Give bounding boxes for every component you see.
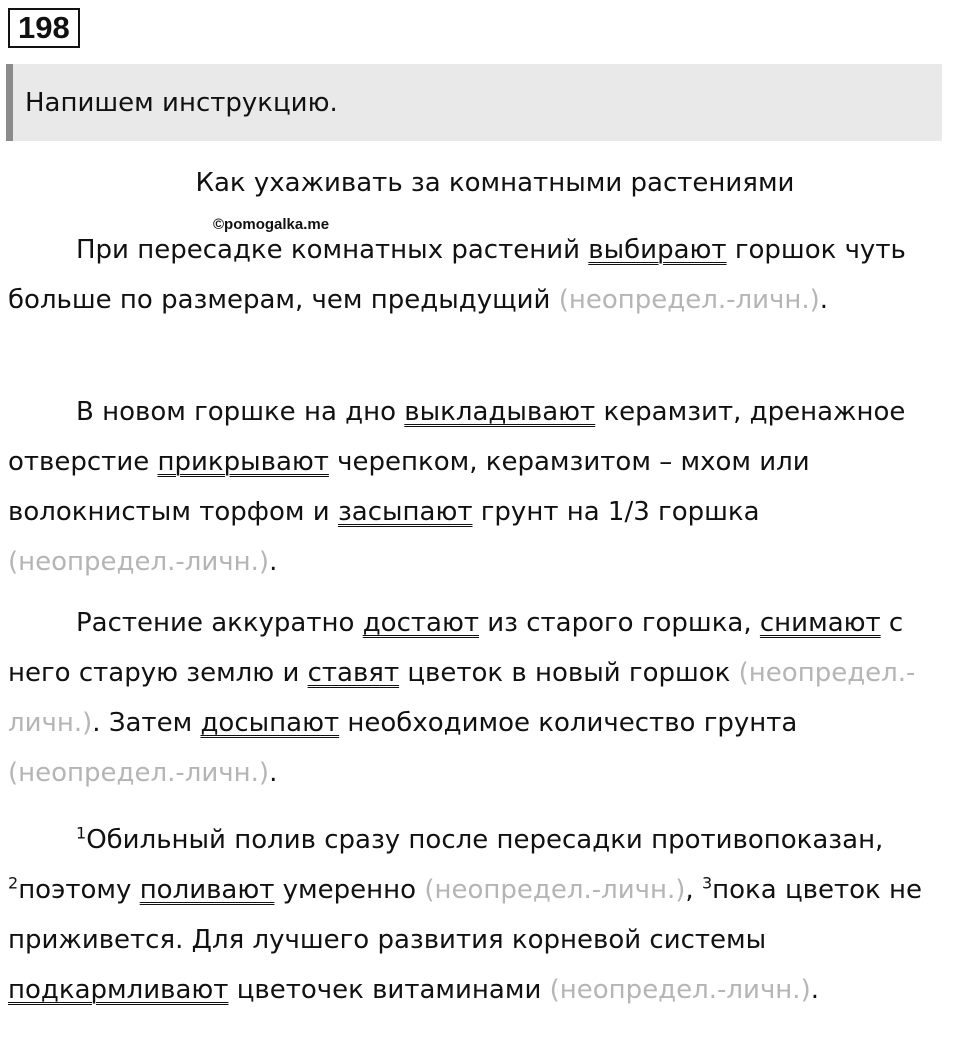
task-text: Напишем инструкцию. — [25, 87, 338, 118]
predicate-verb: подкармливают — [8, 975, 229, 1005]
text-fragment: . Затем — [92, 708, 201, 738]
predicate-verb: прикрывают — [157, 447, 329, 477]
paragraph-1 — [8, 225, 943, 325]
sentence-number: 2 — [8, 873, 19, 893]
predicate-verb: выкладывают — [404, 397, 596, 427]
text-fragment: . — [269, 758, 278, 788]
text-title: Как ухаживать за комнатными растениями — [195, 168, 795, 198]
text-fragment: . — [819, 285, 829, 315]
paragraph-3 — [8, 598, 943, 798]
watermark: ©pomogalka.me — [213, 216, 330, 233]
task-banner — [6, 64, 942, 141]
paragraph-4 — [8, 815, 943, 1015]
text-fragment: В новом горшке на дно — [76, 397, 405, 427]
text-fragment: умеренно — [274, 875, 425, 905]
text-fragment: Обильный полив сразу после пересадки противопоказан, — [86, 825, 884, 855]
exercise-number: 198 — [8, 8, 80, 48]
text-fragment: поэтому — [18, 875, 140, 905]
sentence-type-note: (неопредел.-личн.) — [8, 658, 916, 738]
predicate-verb: ставят — [307, 658, 400, 688]
sentence-type-note: (неопредел.-личн.) — [424, 875, 686, 905]
paragraph-2 — [8, 387, 943, 587]
predicate-verb: снимают — [759, 608, 881, 638]
text-fragment: . — [269, 547, 278, 577]
text-fragment: цветок в новый горшок — [399, 658, 739, 688]
text-fragment: , — [685, 875, 702, 905]
text-fragment: грунт на 1/3 горшка — [472, 497, 760, 527]
predicate-verb: поливают — [139, 875, 275, 905]
text-fragment: . — [810, 975, 819, 1005]
text-fragment: При пересадке комнатных растений — [76, 235, 589, 265]
text-fragment: с него старую землю и — [8, 608, 904, 688]
text-fragment: горшок чуть больше по размерам, чем предыдущий — [8, 235, 906, 315]
text-fragment: керамзит, дренажное отверстие — [8, 397, 906, 477]
sentence-type-note: (неопредел.-личн.) — [8, 547, 270, 577]
predicate-verb: достают — [362, 608, 479, 638]
text-fragment: необходимое количество грунта — [339, 708, 798, 738]
text-fragment: из старого горшка, — [478, 608, 760, 638]
text-fragment: Растение аккуратно — [76, 608, 363, 638]
sentence-type-note: (неопредел.-личн.) — [558, 285, 820, 315]
text-fragment: черепком, керамзитом – мхом или волокнистым торфом и — [8, 447, 810, 527]
sentence-number: 1 — [76, 823, 87, 843]
text-fragment: пока цветок не приживется. Для лучшего развития корневой системы — [8, 875, 922, 955]
sentence-type-note: (неопредел.-личн.) — [8, 758, 270, 788]
predicate-verb: досыпают — [200, 708, 340, 738]
predicate-verb: засыпают — [337, 497, 473, 527]
text-fragment: цветочек витаминами — [228, 975, 550, 1005]
sentence-number: 3 — [701, 873, 713, 893]
predicate-verb: выбирают — [588, 235, 727, 265]
sentence-type-note: (неопредел.-личн.) — [549, 975, 811, 1005]
